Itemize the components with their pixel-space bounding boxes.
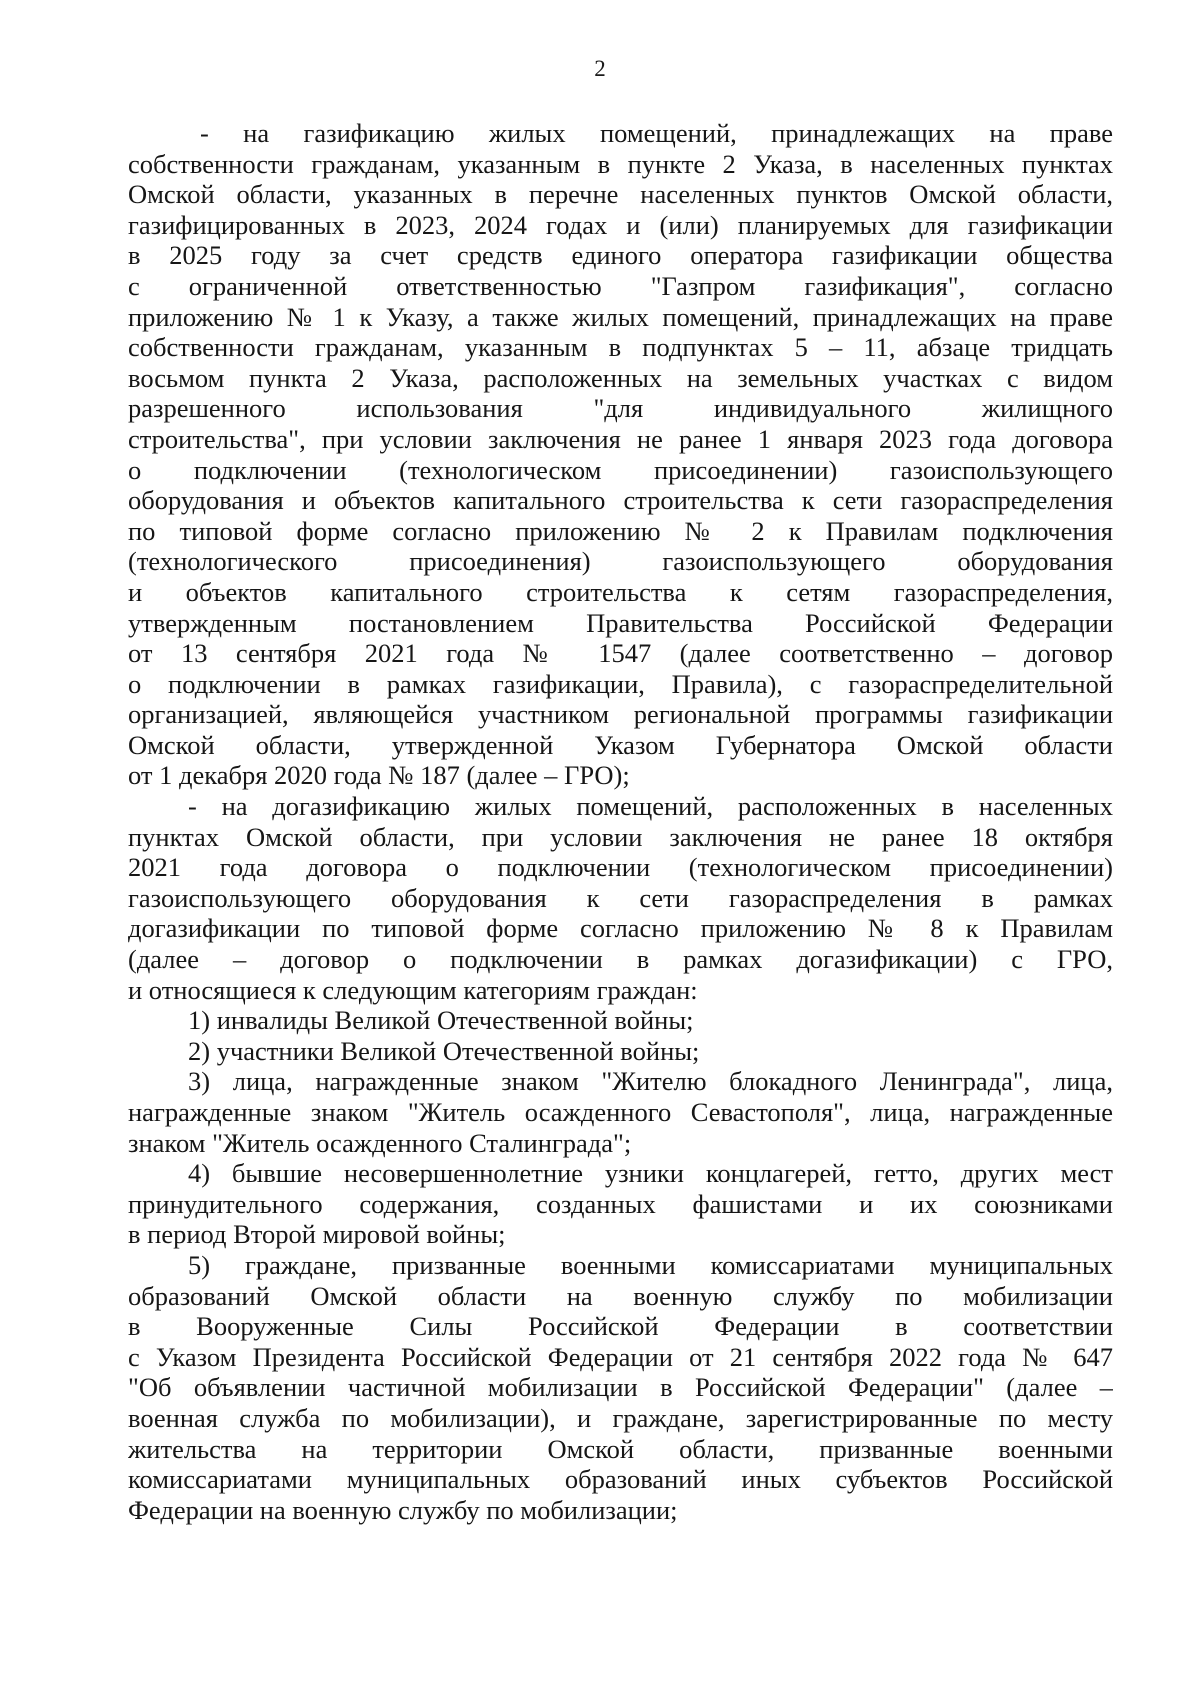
text-line: с ограниченной ответственностью "Газпром газификация", согласно: [128, 270, 1113, 301]
text-line: и относящиеся к следующим категориям граждан:: [128, 974, 698, 1005]
text-line: образований Омской области на военную службу по мобилизации: [128, 1280, 1113, 1311]
page-number: 2: [594, 56, 606, 81]
text-line: военная служба по мобилизации), и граждане, зарегистрированные по месту: [128, 1402, 1113, 1433]
text-line: с Указом Президента Российской Федерации от 21 сентября 2022 года № 647: [128, 1341, 1113, 1372]
text-line: и объектов капитального строительства к сетям газораспределения,: [128, 576, 1113, 607]
text-line: от 1 декабря 2020 года № 187 (далее – ГРО);: [128, 760, 630, 791]
text-line: жительства на территории Омской области, призванные военными: [128, 1433, 1113, 1464]
text-line: пунктах Омской области, при условии заключения не ранее 18 октября: [128, 821, 1113, 852]
text-line: газифицированных в 2023, 2024 годах и (или) планируемых для газификации: [128, 209, 1113, 240]
text-line: о подключении в рамках газификации, Правила), с газораспределительной: [128, 668, 1113, 699]
document-body: [128, 118, 1113, 1525]
text-line: награжденные знаком "Житель осажденного Севастополя", лица, награжденные: [128, 1097, 1113, 1127]
text-line: Федерации на военную службу по мобилизации;: [128, 1494, 678, 1525]
text-line: оборудования и объектов капитального строительства к сети газораспределения: [128, 485, 1113, 516]
text-line: по типовой форме согласно приложению № 2 к Правилам подключения: [128, 515, 1113, 546]
text-line: собственности гражданам, указанным в пункте 2 Указа, в населенных пунктах: [128, 148, 1113, 179]
text-line: - на догазификацию жилых помещений, расположенных в населенных: [188, 791, 1113, 822]
text-line: комиссариатами муниципальных образований иных субъектов Российской: [128, 1464, 1113, 1495]
text-line: - на газификацию жилых помещений, принадлежащих на праве: [200, 118, 1113, 148]
text-line: разрешенного использования "для индивидуального жилищного: [128, 393, 1113, 424]
text-line: 3) лица, награжденные знаком "Жителю блокадного Ленинграда", лица,: [188, 1066, 1113, 1097]
text-line: догазификации по типовой форме согласно приложению № 8 к Правилам: [128, 913, 1113, 944]
text-line: (далее – договор о подключении в рамках догазификации) с ГРО,: [128, 944, 1113, 975]
text-line: в Вооруженные Силы Российской Федерации в соответствии: [128, 1311, 1113, 1342]
text-line: газоиспользующего оборудования к сети газораспределения в рамках: [128, 882, 1113, 913]
text-line: Омской области, указанных в перечне населенных пунктов Омской области,: [128, 179, 1113, 210]
text-line: восьмом пункта 2 Указа, расположенных на земельных участках с видом: [128, 362, 1113, 393]
text-line: 2021 года договора о подключении (технологическом присоединении): [128, 852, 1113, 883]
text-line: 4) бывшие несовершеннолетние узники концлагерей, гетто, других мест: [188, 1158, 1113, 1189]
text-line: от 13 сентября 2021 года № 1547 (далее соответственно – договор: [128, 638, 1113, 669]
text-line: в период Второй мировой войны;: [128, 1219, 506, 1250]
text-line: принудительного содержания, созданных фашистами и их союзниками: [128, 1188, 1113, 1219]
text-line: 2) участники Великой Отечественной войны;: [188, 1035, 700, 1066]
text-line: знаком "Житель осажденного Сталинграда";: [128, 1127, 632, 1158]
text-line: (технологического присоединения) газоиспользующего оборудования: [128, 546, 1113, 577]
text-line: "Об объявлении частичной мобилизации в Российской Федерации" (далее –: [128, 1372, 1113, 1403]
text-line: собственности гражданам, указанным в подпунктах 5 – 11, абзаце тридцать: [128, 332, 1113, 363]
text-line: приложению № 1 к Указу, а также жилых помещений, принадлежащих на праве: [128, 301, 1113, 332]
text-line: о подключении (технологическом присоединении) газоиспользующего: [128, 454, 1113, 485]
text-line: утвержденным постановлением Правительства Российской Федерации: [128, 607, 1113, 638]
text-line: в 2025 году за счет средств единого оператора газификации общества: [128, 240, 1113, 271]
text-line: 5) граждане, призванные военными комиссариатами муниципальных: [188, 1249, 1113, 1280]
text-line: 1) инвалиды Великой Отечественной войны;: [188, 1005, 694, 1036]
text-line: Омской области, утвержденной Указом Губернатора Омской области: [128, 729, 1113, 760]
text-line: организацией, являющейся участником региональной программы газификации: [128, 699, 1113, 730]
text-line: строительства", при условии заключения не ранее 1 января 2023 года договора: [128, 423, 1113, 454]
